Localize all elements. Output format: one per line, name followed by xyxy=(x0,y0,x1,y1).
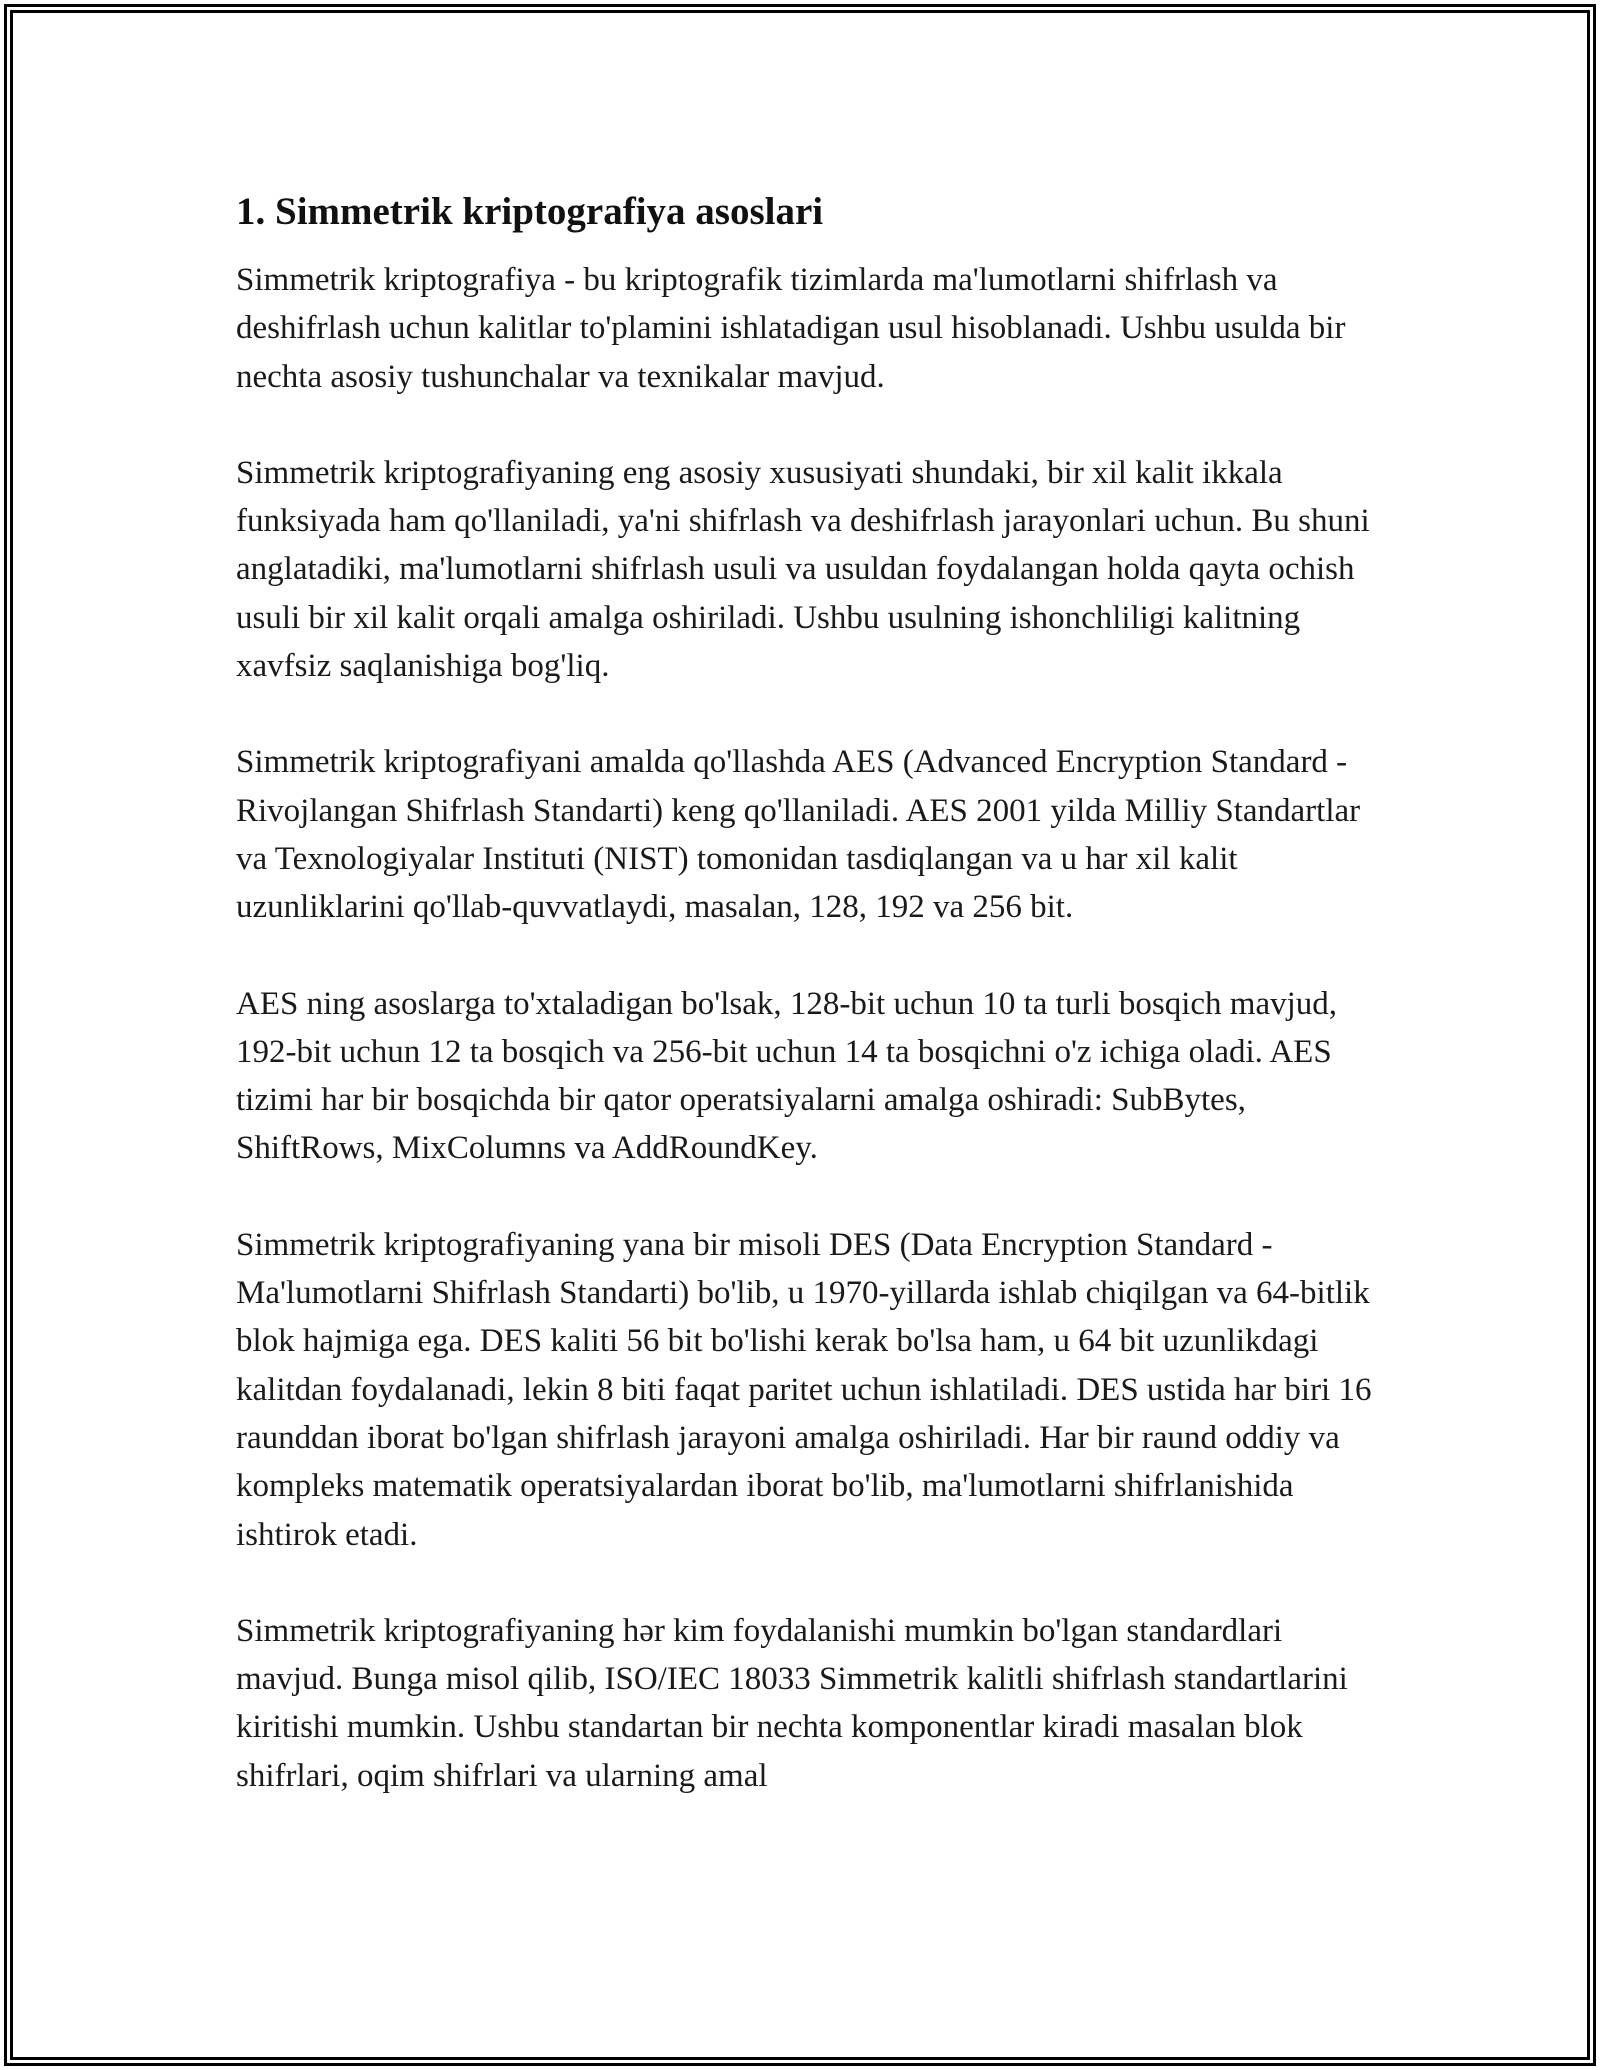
section-heading: 1. Simmetrik kriptografiya asoslari xyxy=(236,190,824,233)
paragraph-des: Simmetrik kriptografiyaning yana bir misoli DES (Data Encryption Standard - Ma'lumotlarni Shifrlash Standarti) bo'lib, u 1970-yillarda ishlab chiqilgan va 64-bitlik blok hajmiga ega. DES kaliti 56 bit bo'lishi kerak bo'lsa ham, u 64 bit uzunlikdagi kalitdan foydalanadi, lekin 8 biti faqat paritet uchun ishlatiladi. DES ustida har biri 16 raunddan iborat bo'lgan shifrlash jarayoni amalga oshiriladi. Har bir raund oddiy va kompleks matematik operatsiyalardan iborat bo'lib, ma'lumotlarni shifrlanishida ishtirok etadi. xyxy=(236,1226,1372,1553)
paragraph-intro: Simmetrik kriptografiya - bu kriptografik tizimlarda ma'lumotlarni shifrlash va deshifrlash uchun kalitlar to'plamini ishlatadigan usul hisoblanadi. Ushbu usulda bir nechta asosiy tushunchalar va texnikalar mavjud. xyxy=(236,262,1346,395)
paragraph-same-key: Simmetrik kriptografiyaning eng asosiy xususiyati shundaki, bir xil kalit ikkala funksiyada ham qo'llaniladi, ya'ni shifrlash va deshifrlash jarayonlari uchun. Bu shuni anglatadiki, ma'lumotlarni shifrlash usuli va usuldan foydalangan holda qayta ochish usuli bir xil kalit orqali amalga oshiriladi. Ushbu usulning ishonchliligi kalitning xavfsiz saqlanishiga bog'liq. xyxy=(236,454,1370,685)
document-body xyxy=(236,186,1376,1800)
paragraph-aes: Simmetrik kriptografiyani amalda qo'llashda AES (Advanced Encryption Standard - Rivojlangan Shifrlash Standarti) keng qo'llaniladi. AES 2001 yilda Milliy Standartlar va Texnologiyalar Instituti (NIST) tomonidan tasdiqlangan va u har xil kalit uzunliklarini qo'llab-quvvatlaydi, masalan, 128, 192 va 256 bit. xyxy=(236,744,1361,926)
paragraph-aes-rounds: AES ning asoslarga to'xtaladigan bo'lsak, 128-bit uchun 10 ta turli bosqich mavjud, 192-bit uchun 12 ta bosqich va 256-bit uchun 14 ta bosqichni o'z ichiga oladi. AES tizimi har bir bosqichda bir qator operatsiyalarni amalga oshiradi: SubBytes, ShiftRows, MixColumns va AddRoundKey. xyxy=(236,985,1338,1167)
paragraph-standards: Simmetrik kriptografiyaning hər kim foydalanishi mumkin bo'lgan standardlari mavjud. Bunga misol qilib, ISO/IEC 18033 Simmetrik kalitli shifrlash standartlarini kiritishi mumkin. Ushbu standartan bir nechta komponentlar kiradi masalan blok shifrlari, oqim shifrlari va ularning amal xyxy=(236,1612,1348,1794)
